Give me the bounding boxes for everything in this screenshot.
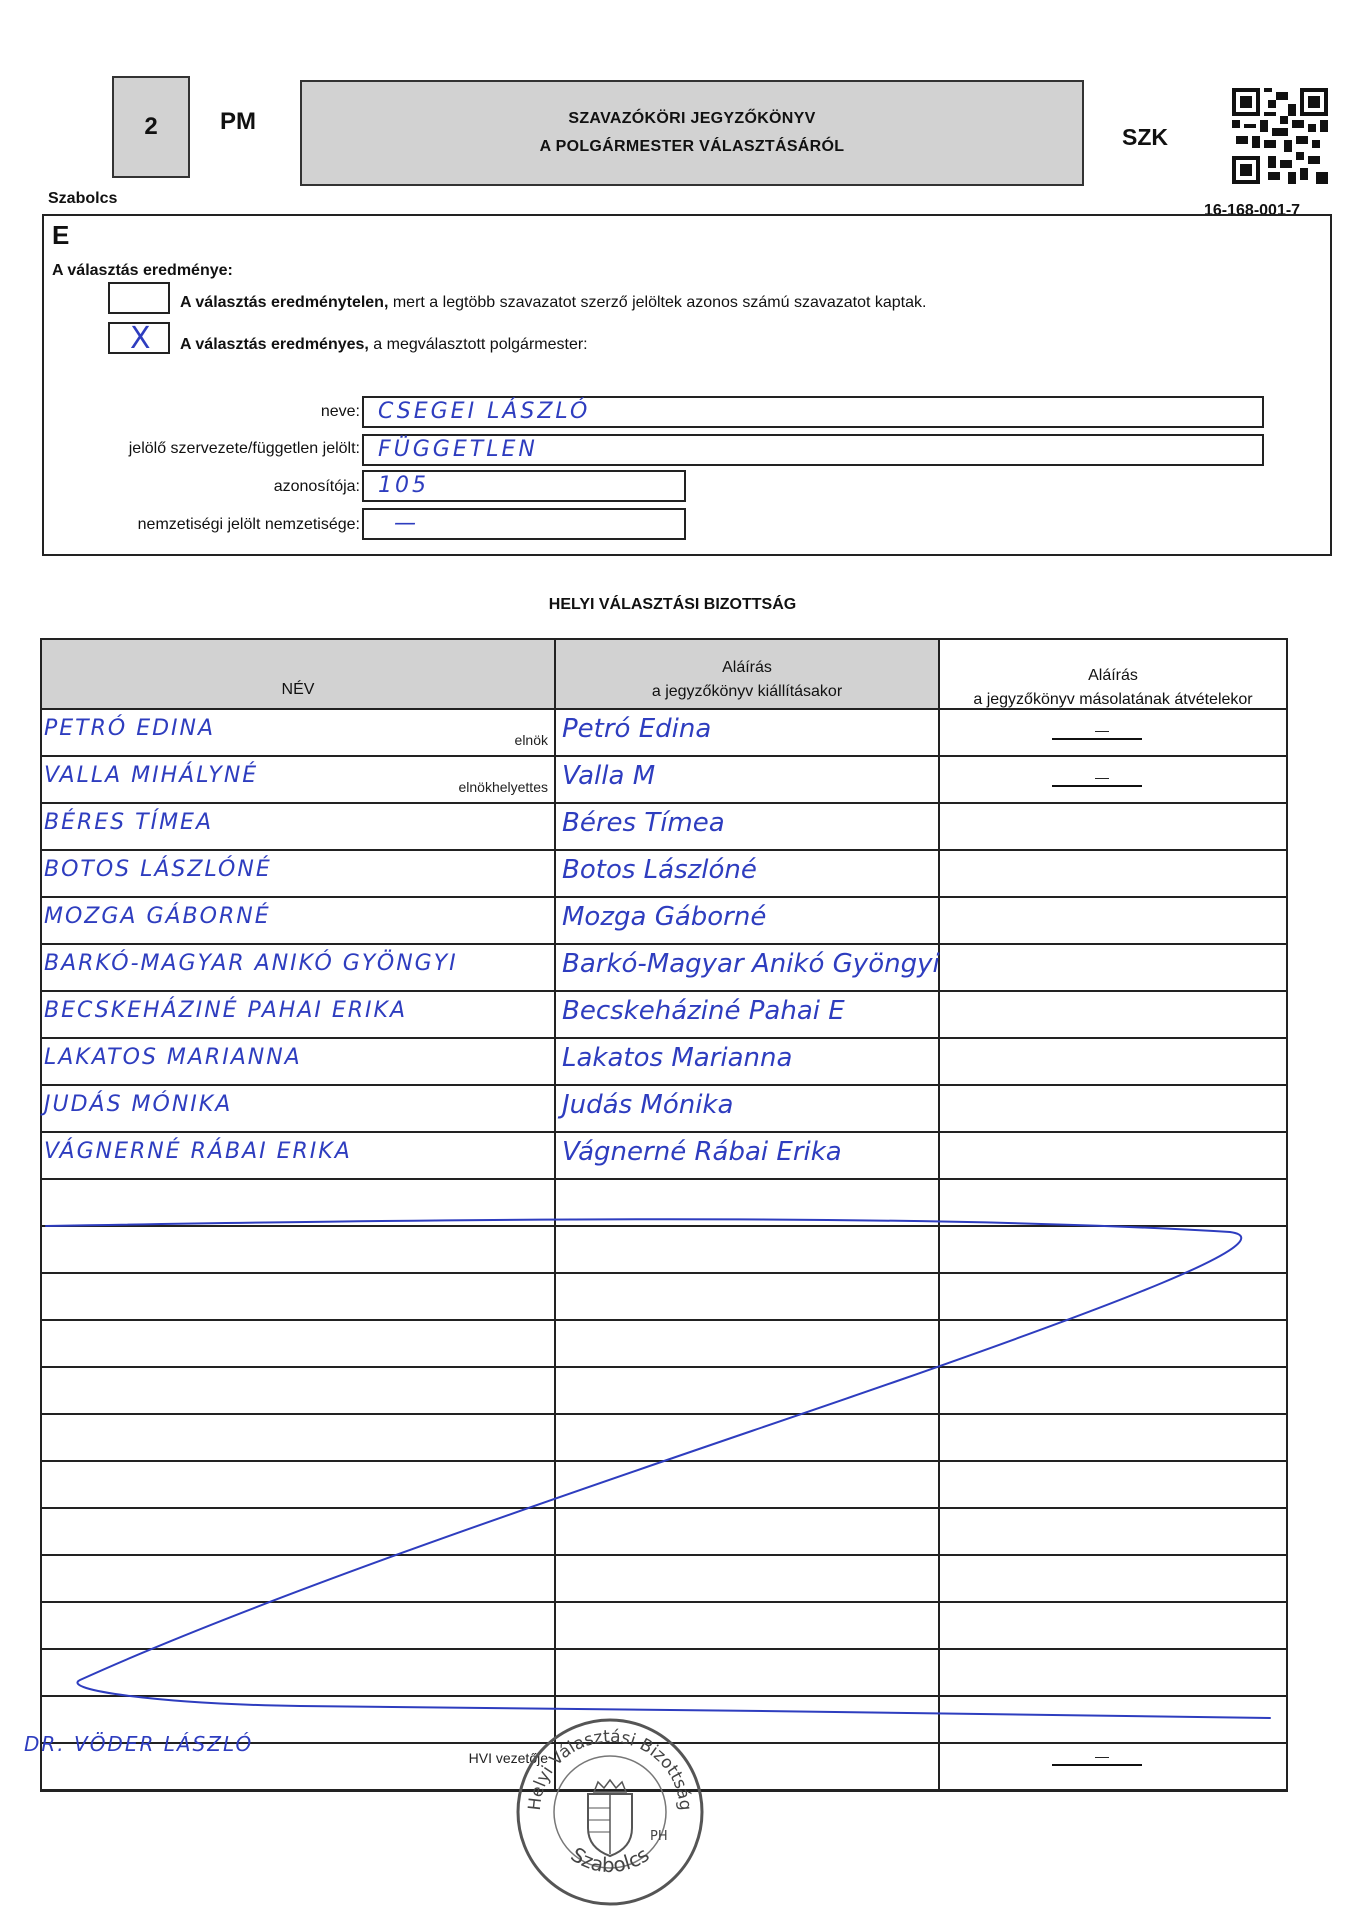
member-signature: Becskeháziné Pahai E <box>562 996 845 1026</box>
result-heading: A választás eredménye: <box>52 262 233 279</box>
member-signature: Valla M <box>562 761 656 791</box>
org-label: jelölő szervezete/független jelölt: <box>128 440 360 457</box>
member-signature: Barkó-Magyar Anikó Gyöngyi <box>562 949 940 979</box>
option-successful-rest: a megválasztott polgármester: <box>368 336 588 353</box>
member-name: VALLA MIHÁLYNÉ <box>44 763 259 788</box>
member-name: VÁGNERNÉ RÁBAI ERIKA <box>44 1139 352 1164</box>
member-name: MOZGA GÁBORNÉ <box>44 904 271 929</box>
member-name: BÉRES TÍMEA <box>44 810 213 835</box>
document-type: SZK <box>1122 124 1168 150</box>
name-value: CSEGEI LÁSZLÓ <box>378 399 591 424</box>
member-signature: Mozga Gáborné <box>562 902 767 932</box>
member-signature: Judás Mónika <box>562 1090 734 1120</box>
committee-heading: HELYI VÁLASZTÁSI BIZOTTSÁG <box>548 596 797 613</box>
member-signature: Botos Lászlóné <box>562 855 757 885</box>
settlement-name: Szabolcs <box>48 190 118 207</box>
checkbox-x-mark: X <box>130 321 151 356</box>
column-copy-line2: a jegyzőkönyv másolatának átvételekor <box>973 691 1253 708</box>
member-signature: Béres Tímea <box>562 808 725 838</box>
member-name: PETRÓ EDINA <box>44 716 216 741</box>
stamp-top-text: Helyi Választási Bizottság <box>524 1726 696 1812</box>
column-name-header: NÉV <box>281 681 315 698</box>
id-label: azonosítója: <box>273 478 360 495</box>
option-successful-bold: A választás eredményes, <box>180 336 369 353</box>
cancellation-path <box>46 1219 1270 1718</box>
option-unsuccessful-bold: A választás eredménytelen, <box>180 294 389 311</box>
document-id: 16-168-001-7 <box>1204 202 1301 219</box>
member-signature: Vágnerné Rábai Erika <box>562 1137 842 1167</box>
coat-of-arms-icon <box>588 1780 632 1856</box>
stamp-ph: PH <box>650 1829 668 1844</box>
member-name: JUDÁS MÓNIKA <box>44 1092 233 1117</box>
member-name: BARKÓ-MAGYAR ANIKÓ GYÖNGYI <box>44 951 458 976</box>
id-value: 105 <box>378 473 429 498</box>
page-number: 2 <box>144 113 158 140</box>
form-code: PM <box>220 108 256 135</box>
official-stamp <box>510 1712 710 1912</box>
name-label: neve: <box>320 403 360 420</box>
member-signature: Lakatos Marianna <box>562 1043 793 1073</box>
nationality-value: — <box>394 511 419 536</box>
org-value: FÜGGETLEN <box>378 437 538 462</box>
column-copy-line1: Aláírás <box>1088 667 1138 684</box>
option-unsuccessful-rest: mert a legtöbb szavazatot szerző jelöltek azonos számú szavazatot kaptak. <box>388 294 927 311</box>
stamp-bottom-text: Szabolcs <box>566 1842 654 1878</box>
member-name: BOTOS LÁSZLÓNÉ <box>44 857 272 882</box>
member-copy-dash: — <box>1095 769 1109 785</box>
section-letter: E <box>52 220 70 250</box>
leader-copy-dash: — <box>1095 1748 1109 1764</box>
title-line-1: SZAVAZÓKÖRI JEGYZŐKÖNYV <box>568 110 816 127</box>
member-signature: Petró Edina <box>562 714 712 744</box>
member-name: BECSKEHÁZINÉ PAHAI ERIKA <box>44 998 408 1023</box>
column-signature-line2: a jegyzőkönyv kiállításakor <box>651 683 843 700</box>
member-copy-dash: — <box>1095 722 1109 738</box>
title-line-2: A POLGÁRMESTER VÁLASZTÁSÁRÓL <box>539 138 845 155</box>
leader-role: HVI vezetője <box>468 1750 548 1766</box>
nationality-label: nemzetiségi jelölt nemzetisége: <box>137 516 360 533</box>
column-signature-line1: Aláírás <box>722 659 772 676</box>
member-name: LAKATOS MARIANNA <box>44 1045 302 1070</box>
member-role: elnökhelyettes <box>458 779 548 795</box>
member-role: elnök <box>514 732 548 748</box>
leader-name: DR. VÖDER LÁSZLÓ <box>24 1732 254 1756</box>
